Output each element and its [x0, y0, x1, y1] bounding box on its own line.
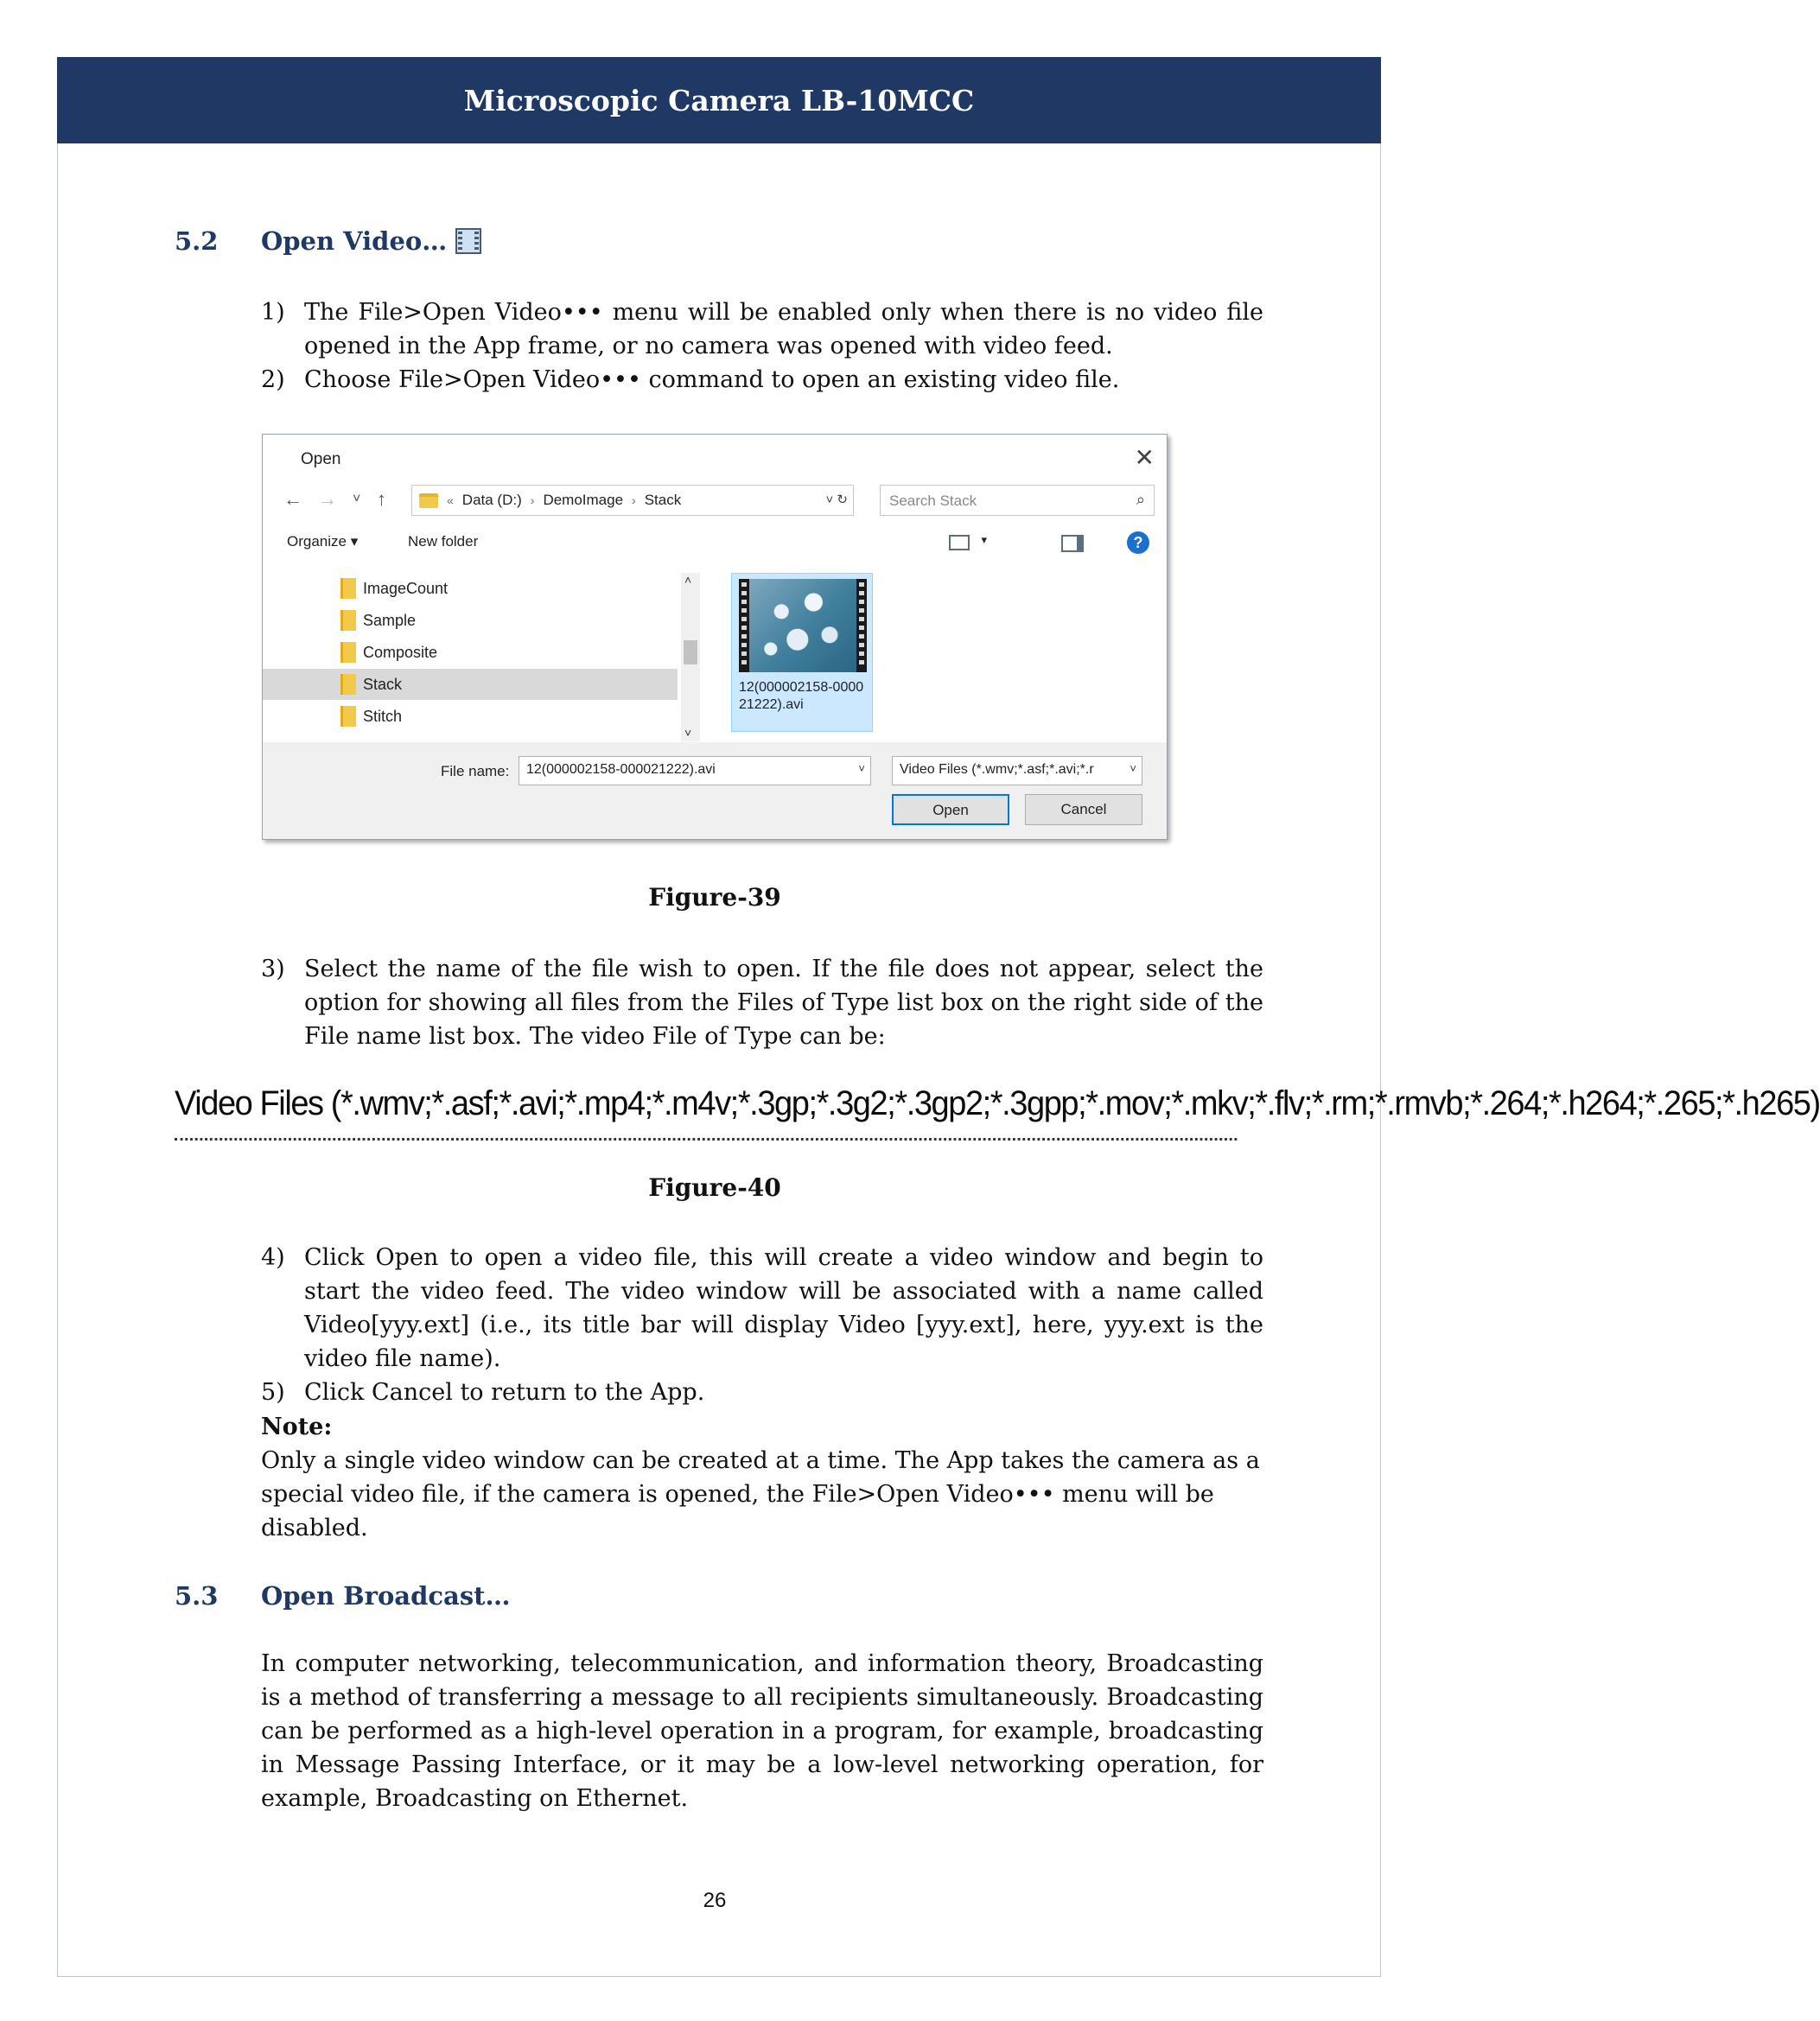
tree-item-sample[interactable]	[340, 605, 416, 636]
cancel-button[interactable]: Cancel	[1025, 794, 1142, 825]
page-number: 26	[703, 1889, 727, 1912]
scroll-thumb[interactable]	[684, 640, 697, 664]
note-block	[261, 1410, 1263, 1545]
file-item-video[interactable]	[731, 573, 873, 732]
tree-item-label: Stack	[363, 675, 403, 693]
folder-icon	[340, 642, 356, 663]
file-type-value: Video Files (*.wmv;*.asf;*.avi;*.r	[900, 762, 1094, 777]
file-type-select[interactable]	[892, 756, 1142, 785]
section-heading-5-2	[175, 226, 481, 256]
film-icon	[455, 228, 481, 254]
back-arrow-icon[interactable]: ←	[283, 488, 302, 510]
open-file-dialog	[262, 434, 1168, 840]
file-name-input[interactable]	[519, 756, 871, 785]
chevron-down-icon[interactable]: ▾	[981, 533, 987, 546]
view-options-icon[interactable]	[949, 535, 970, 550]
document-title: Microscopic Camera LB-10MCC	[463, 83, 975, 118]
organize-menu[interactable]: Organize ▾	[287, 533, 359, 550]
list-5-2	[261, 296, 1263, 397]
folder-icon	[419, 493, 438, 508]
list-item	[261, 363, 1263, 397]
note-text: Only a single video window can be created at a time. The App takes the camera as a special video file, if the camera is opened, the File>Open Video••• menu will be disabled.	[261, 1447, 1260, 1541]
open-button[interactable]: Open	[892, 794, 1009, 825]
breadcrumb-item[interactable]: DemoImage	[543, 492, 624, 508]
tree-item-label: ImageCount	[363, 579, 449, 597]
broadcast-paragraph: In computer networking, telecommunication, and information theory, Broadcasting is a method of transferring a message to all recipients simultaneously. Broadcasting can be performed as a high-level operation in a program, for example, broadcasting in Message Passing Interface, or it may be a low-level networking operation, for example, Broadcasting on Ethernet.	[261, 1650, 1263, 1812]
section-title: Open Broadcast…	[261, 1581, 511, 1611]
scroll-up-icon[interactable]: ˄	[684, 573, 692, 587]
address-bar[interactable]	[411, 485, 854, 516]
header-band	[57, 57, 1381, 143]
list-marker: 4)	[261, 1244, 285, 1271]
folder-icon	[340, 610, 356, 631]
video-thumbnail	[739, 579, 867, 672]
figure-caption: Figure-40	[648, 1173, 781, 1202]
search-icon: ⌕	[1136, 491, 1145, 508]
breadcrumb-item[interactable]: Data (D:)	[461, 492, 522, 508]
navigation-row	[275, 483, 1156, 518]
section-number: 5.2	[175, 226, 219, 256]
tree-item-stitch[interactable]	[340, 701, 402, 732]
list-marker: 3)	[261, 956, 285, 982]
list-text: Click Cancel to return to the App.	[304, 1379, 705, 1406]
file-name-label: File name:	[441, 763, 510, 779]
video-file-types-image: Video Files (*.wmv;*.asf;*.avi;*.mp4;*.m4v;*.3gp;*.3g2;*.3gp2;*.3gpp;*.mov;*.mkv;*.flv;*.rm;*.rmvb;*.264;*.h264;*.265;*.h265)	[175, 1075, 1237, 1141]
list-item	[261, 1376, 1263, 1409]
list-marker: 1)	[261, 299, 285, 326]
preview-pane-icon[interactable]	[1061, 535, 1084, 552]
refresh-icon[interactable]: ˅ ↻	[825, 493, 848, 507]
note-heading: Note:	[261, 1414, 333, 1440]
help-icon[interactable]: ?	[1127, 531, 1149, 554]
recent-locations-icon[interactable]: ˅	[353, 492, 361, 506]
chevron-down-icon[interactable]: ˅	[1130, 762, 1136, 775]
list-item-3	[261, 952, 1263, 1053]
section-number: 5.3	[175, 1581, 219, 1611]
dialog-toolbar	[287, 531, 1160, 557]
file-item-label: 12(000002158-000021222).avi	[739, 680, 864, 712]
list-item	[261, 296, 1263, 363]
folder-icon	[340, 674, 356, 695]
list-text: Select the name of the file wish to open. If the file does not appear, select the option for showing all files from the Files of Type list box on the right side of the File name list box. The video File of Type can be:	[304, 956, 1263, 1050]
up-arrow-icon[interactable]: ↑	[377, 488, 386, 510]
tree-scrollbar[interactable]	[681, 573, 700, 741]
dialog-footer	[263, 742, 1167, 839]
breadcrumb-overflow[interactable]: «	[447, 493, 454, 507]
folder-tree	[263, 573, 702, 741]
chevron-down-icon[interactable]: ˅	[858, 762, 865, 775]
folder-icon	[340, 706, 356, 727]
breadcrumb-item[interactable]: Stack	[644, 492, 682, 508]
forward-arrow-icon[interactable]: →	[318, 488, 337, 510]
list-text: Click Open to open a video file, this will create a video window and begin to start the video feed. The video window will be associated with a name called Video[yyy.ext] (i.e., its title bar will display Video [yyy.ext], here, yyy.ext is the video file name).	[304, 1244, 1263, 1372]
section-title: Open Video…	[261, 226, 448, 256]
tree-item-label: Sample	[363, 611, 417, 629]
scroll-down-icon[interactable]: ˅	[684, 726, 692, 740]
tree-item-imagecount[interactable]	[340, 573, 448, 604]
folder-icon	[340, 578, 356, 599]
breadcrumb-separator: ›	[632, 493, 636, 507]
search-placeholder: Search Stack	[889, 493, 977, 509]
tree-item-composite[interactable]	[340, 637, 437, 668]
list-item	[261, 952, 1263, 1053]
dialog-title: Open	[301, 450, 341, 468]
section-heading-5-3	[175, 1581, 511, 1611]
tree-item-stack[interactable]	[263, 669, 678, 700]
file-name-value: 12(000002158-000021222).avi	[526, 762, 716, 777]
list-item	[261, 1241, 1263, 1376]
search-input[interactable]	[880, 485, 1155, 516]
list-text: Choose File>Open Video••• command to open an existing video file.	[304, 366, 1120, 393]
tree-item-label: Composite	[363, 643, 438, 661]
figure-caption: Figure-39	[648, 883, 781, 912]
list-marker: 2)	[261, 366, 285, 393]
tree-item-label: Stitch	[363, 707, 403, 725]
breadcrumb-separator: ›	[530, 493, 535, 507]
list-text: The File>Open Video••• menu will be enabled only when there is no video file opened in the App frame, or no camera was opened with video feed.	[304, 299, 1263, 359]
list-4-5	[261, 1241, 1263, 1409]
new-folder-button[interactable]: New folder	[408, 533, 479, 550]
list-marker: 5)	[261, 1379, 285, 1406]
close-icon[interactable]: ✕	[1134, 444, 1155, 471]
